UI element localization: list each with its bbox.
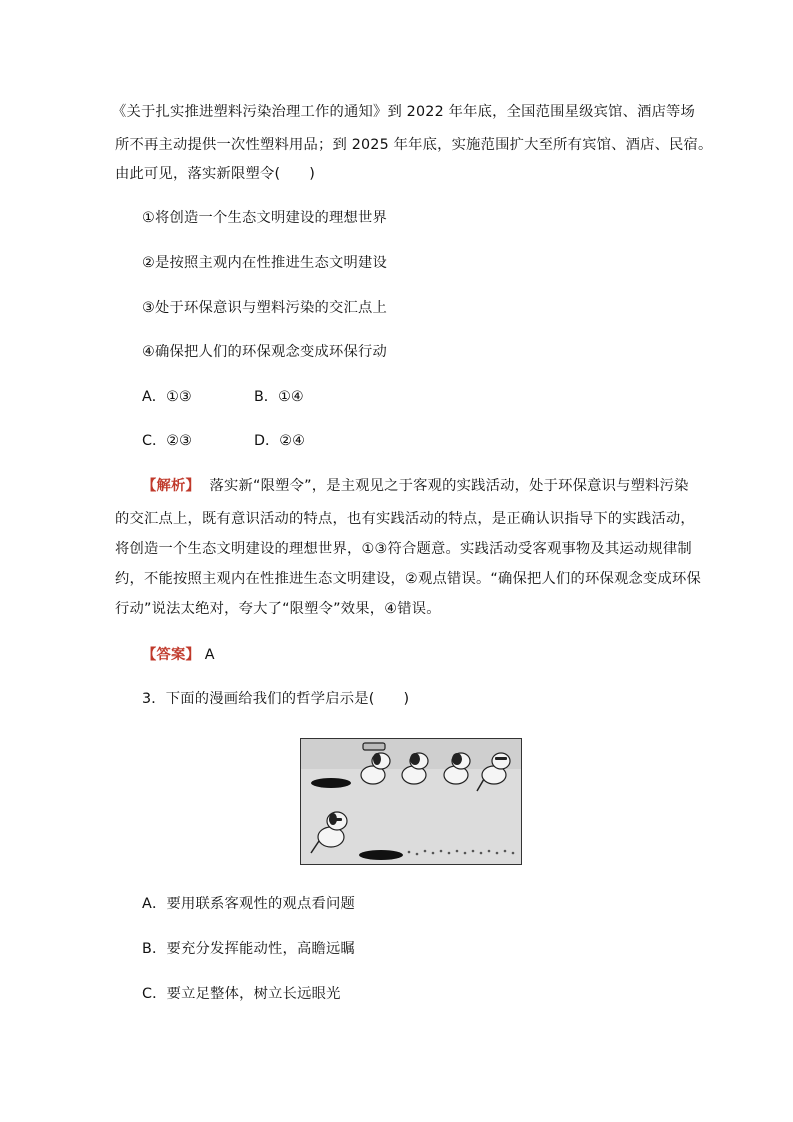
q2-statement-3: ③处于环保意识与塑料污染的交汇点上 [142, 300, 387, 316]
analysis-label: 【解析】 [142, 478, 200, 494]
q2-option-c: C．②③ [142, 433, 192, 449]
q2-option-a: A．①③ [142, 389, 192, 405]
q2-options-row-1 [142, 386, 304, 408]
q2-stem-line-1: 《关于扎实推进塑料污染治理工作的通知》到 2022 年年底，全国范围星级宾馆、酒店等场 [112, 104, 696, 120]
q2-stem-line-3: 由此可见，落实新限塑令( ) [115, 166, 316, 182]
q2-analysis-line-2: 的交汇点上，既有意识活动的特点，也有实践活动的特点，是正确认识指导下的实践活动， [115, 511, 695, 527]
q3-option-b: B．要充分发挥能动性，高瞻远瞩 [142, 941, 355, 957]
q2-option-b: B．①④ [254, 389, 304, 405]
q2-analysis-line-3: 将创造一个生态文明建设的理想世界，①③符合题意。实践活动受客观事物及其运动规律制 [115, 541, 692, 557]
answer-label: 【答案】 [142, 647, 200, 663]
q2-stem-line-2: 所不再主动提供一次性塑料用品；到 2025 年年底，实施范围扩大至所有宾馆、酒店、民宿。 [115, 137, 713, 153]
q2-analysis-line-5: 行动”说法太绝对，夸大了“限塑令”效果，④错误。 [115, 601, 441, 617]
q2-options-row-2 [142, 430, 305, 452]
q2-analysis-line-1 [142, 475, 689, 497]
q2-option-d: D．②④ [254, 433, 305, 449]
analysis-text-1: 落实新“限塑令”，是主观见之于客观的实践活动，处于环保意识与塑料污染 [209, 478, 689, 494]
answer-value: A [204, 647, 215, 663]
q3-option-c: C．要立足整体，树立长远眼光 [142, 986, 341, 1002]
q2-statement-1: ①将创造一个生态文明建设的理想世界 [142, 210, 387, 226]
cartoon-dogs-manhole-icon [300, 738, 522, 865]
q2-analysis-line-4: 约，不能按照主观内在性推进生态文明建设，②观点错误。“确保把人们的环保观念变成环保 [115, 571, 701, 587]
q3-option-a: A．要用联系客观性的观点看问题 [142, 896, 355, 912]
q2-answer [142, 644, 215, 666]
q2-statement-4: ④确保把人们的环保观念变成环保行动 [142, 344, 387, 360]
q2-statement-2: ②是按照主观内在性推进生态文明建设 [142, 255, 387, 271]
q3-stem: 3．下面的漫画给我们的哲学启示是( ) [142, 691, 410, 707]
